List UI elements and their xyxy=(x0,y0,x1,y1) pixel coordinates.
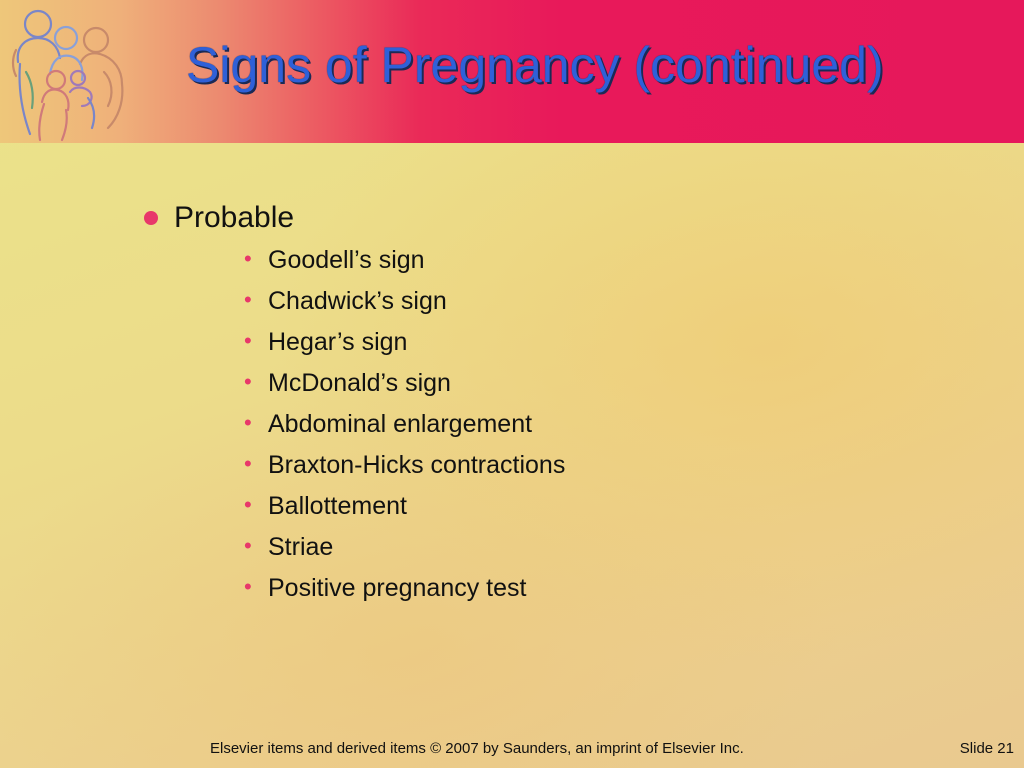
bullet-icon: • xyxy=(244,409,252,435)
list-item xyxy=(244,240,960,281)
list-item xyxy=(244,527,960,568)
sub-bullet-list xyxy=(140,240,960,609)
slide-title: Signs of Pregnancy (continued) xyxy=(186,37,884,93)
bullet-icon: • xyxy=(244,491,252,517)
list-item xyxy=(244,486,960,527)
bullet-icon: • xyxy=(244,450,252,476)
bullet-icon: • xyxy=(244,368,252,394)
bullet-icon: • xyxy=(244,573,252,599)
copyright-footer: Elsevier items and derived items © 2007 by Saunders, an imprint of Elsevier Inc. xyxy=(210,740,744,757)
slide-content xyxy=(140,196,960,609)
list-item-label: Goodell’s sign xyxy=(268,246,425,274)
list-item-label: Braxton-Hicks contractions xyxy=(268,451,566,479)
bullet-icon: • xyxy=(244,327,252,353)
list-item-label: Striae xyxy=(268,533,334,561)
list-item-label: Chadwick’s sign xyxy=(268,287,447,315)
list-item xyxy=(244,445,960,486)
pink-dot-bullet-icon xyxy=(144,211,158,225)
list-item xyxy=(244,363,960,404)
bullet-icon: • xyxy=(244,532,252,558)
list-item-label: Positive pregnancy test xyxy=(268,574,527,602)
list-item xyxy=(244,281,960,322)
main-bullet-item xyxy=(140,196,960,240)
bullet-icon: • xyxy=(244,286,252,312)
list-item xyxy=(244,404,960,445)
slide-number: Slide 21 xyxy=(959,740,1014,757)
list-item xyxy=(244,322,960,363)
main-bullet-label: Probable xyxy=(174,201,295,234)
bullet-icon: • xyxy=(244,245,252,271)
list-item xyxy=(244,568,960,609)
list-item-label: Abdominal enlargement xyxy=(268,410,533,438)
list-item-label: Ballottement xyxy=(268,492,407,520)
list-item-label: Hegar’s sign xyxy=(268,328,408,356)
family-illustration-icon xyxy=(4,2,136,144)
list-item-label: McDonald’s sign xyxy=(268,369,451,397)
